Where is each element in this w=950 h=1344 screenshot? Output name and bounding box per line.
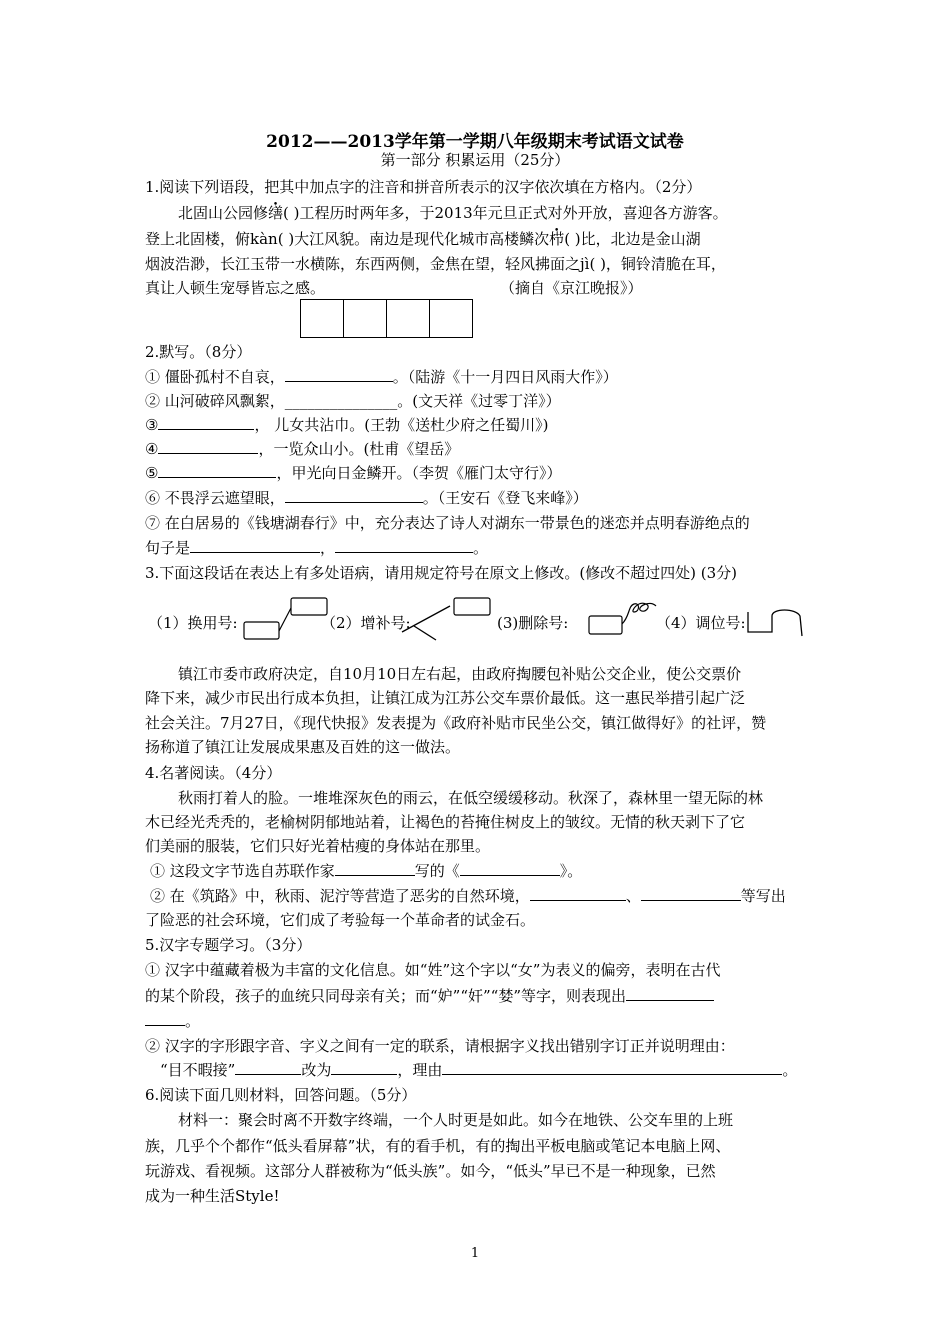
answer-boxes [301, 299, 473, 338]
q2-item-4-a: ④ [145, 440, 159, 458]
section-heading: 第一部分 积累运用（25分） [380, 151, 570, 169]
q3-paragraph-line: 镇江市委市政府决定，自10月10日左右起，由政府掏腰包补贴公交企业，使公交票价 [178, 665, 742, 683]
q2-item-7-d: 。 [473, 539, 489, 557]
q1-line-4: 真让人顿生宠辱皆忘之感。 [145, 279, 326, 297]
q2-item-3-b: ， 儿女共沾巾。(王勃《送杜少府之任蜀川》) [254, 416, 549, 434]
q6-paragraph-line: 族，几乎个个都作“低头看屏幕”状，有的看手机，有的掏出平板电脑或笔记本电脑上网、 [145, 1137, 731, 1155]
q4-sub-2-b: 、 [625, 887, 641, 905]
q6-paragraph-line: 成为一种生活Style! [145, 1187, 280, 1205]
q4-sub-1-a: ① 这段文字节选自苏联作家 [150, 862, 335, 880]
answer-blank[interactable] [158, 439, 258, 454]
replace-symbol-icon [243, 596, 333, 642]
q2-item-2: ② 山河破碎风飘絮，_______________。(文天祥《过零丁洋》） [145, 392, 561, 410]
insert-symbol-icon [400, 596, 495, 642]
answer-blank[interactable] [331, 1060, 397, 1075]
answer-blank[interactable] [442, 1060, 782, 1075]
q2-item-1-a: ① 僵卧孤村不自哀， [145, 368, 285, 386]
answer-blank[interactable] [285, 488, 423, 503]
q5-line [145, 1011, 200, 1031]
q4-stem: 4.名著阅读。（4分） [145, 764, 282, 782]
q3-paragraph-line: 扬称道了镇江让发展成果惠及百姓的这一做法。 [145, 738, 461, 756]
answer-box[interactable] [300, 299, 344, 338]
q4-paragraph-line: 木已经光秃秃的，老榆树阴郁地站着，让褐色的苔掩住树皮上的皱纹。无情的秋天剥下了它 [145, 813, 746, 831]
q2-item-7: ⑦ 在白居易的《钱塘湖春行》中，充分表达了诗人对湖东一带景色的迷恋并点明春游绝点的 [145, 514, 750, 532]
q2-item-6 [145, 488, 588, 508]
dotted-char: 栉 [549, 230, 565, 248]
q1-line-2 [145, 229, 701, 249]
exam-title: 2012——2013学年第一学期八年级期末考试语文试卷 [266, 132, 684, 152]
answer-blank[interactable] [335, 538, 473, 553]
dotted-char: 缮 [268, 204, 284, 222]
transpose-symbol-icon [746, 606, 806, 640]
q5-line-end: 。 [185, 1012, 201, 1030]
answer-blank[interactable] [626, 986, 714, 1001]
q2-item-7-b: 句子是 [145, 539, 191, 557]
q2-item-4-b: ，一览众山小。(杜甫《望岳》 [258, 440, 460, 458]
q4-sub-1-b: 写的《 [414, 862, 460, 880]
symbol-label-delete: (3)删除号: [497, 614, 569, 632]
q4-sub-2-c: 等写出 [740, 887, 786, 905]
q4-sub-2-line-2: 了险恶的社会环境，它们成了考验每一个革命者的试金石。 [145, 911, 536, 929]
answer-box[interactable] [343, 299, 387, 338]
answer-blank[interactable] [530, 886, 626, 901]
q2-item-3 [145, 415, 548, 435]
q5-line [145, 986, 714, 1006]
q2-item-1-b: 。（陆游《十一月四日风雨大作》） [392, 368, 618, 386]
q5-line-a: 的某个阶段，孩子的血统只同母亲有关；而“妒”“奸”“婪”等字，则表现出 [145, 987, 627, 1005]
q5-line-5-a: “目不暇接” [160, 1061, 236, 1079]
answer-box[interactable] [386, 299, 430, 338]
q3-paragraph-line: 社会关注。7月27日，《现代快报》发表提为《政府补贴市民坐公交，镇江做得好》的社评，赞 [145, 714, 767, 732]
q5-line-5-c: ，理由 [397, 1061, 443, 1079]
answer-blank[interactable] [335, 861, 415, 876]
q5-stem: 5.汉字专题学习。（3分） [145, 936, 312, 954]
q2-item-6-b: 。（王安石《登飞来峰》） [422, 489, 588, 507]
q1-stem: 1.阅读下列语段，把其中加点字的注音和拼音所表示的汉字依次填在方格内。（2分） [145, 178, 702, 196]
q2-item-5 [145, 463, 561, 483]
q1-line-2-a: 登上北固楼，俯kàn( )大江风貌。南边是现代化城市高楼鳞次 [145, 230, 550, 248]
q5-line [160, 1060, 797, 1080]
q1-line-2-b: ( )比，北边是金山湖 [564, 230, 701, 248]
q5-line: ① 汉字中蕴藏着极为丰富的文化信息。如“姓”这个字以“女”为表义的偏旁，表明在古代 [145, 961, 721, 979]
answer-blank[interactable] [235, 1060, 301, 1075]
q2-item-5-a: ⑤ [145, 464, 159, 482]
q2-item-1 [145, 367, 618, 387]
q4-sub-2-a: ② 在《筑路》中，秋雨、泥泞等营造了恶劣的自然环境， [150, 887, 530, 905]
q2-stem: 2.默写。（8分） [145, 343, 252, 361]
q4-sub-2 [150, 886, 786, 906]
q1-line-1-a: 北固山公园修 [178, 204, 269, 222]
q6-paragraph-line: 玩游戏、看视频。这部分人群被称为“低头族”。如今，“低头”早已不是一种现象，已然 [145, 1162, 716, 1180]
q1-line-3: 烟波浩渺，长江玉带一水横陈，东西两侧，金焦在望，轻风拂面之jì( )，铜铃清脆在耳， [145, 255, 726, 273]
q4-sub-1-c: 》。 [559, 862, 583, 880]
symbol-label-replace: （1）换用号: [148, 614, 238, 632]
q6-stem: 6.阅读下面几则材料，回答问题。（5分） [145, 1086, 417, 1104]
answer-blank[interactable] [158, 415, 254, 430]
q5-line-5-d: 。 [782, 1061, 798, 1079]
q4-paragraph-line: 们美丽的服装，它们只好光着枯瘦的身体站在那里。 [145, 837, 491, 855]
answer-box[interactable] [429, 299, 473, 338]
q5-line: ② 汉字的字形跟字音、字义之间有一定的联系，请根据字义找出错别字订正并说明理由： [145, 1037, 735, 1055]
q2-item-5-b: ，甲光向日金鳞开。（李贺《雁门太守行》） [276, 464, 562, 482]
answer-blank[interactable] [641, 886, 741, 901]
answer-blank[interactable] [145, 1011, 185, 1026]
q4-paragraph-line: 秋雨打着人的脸。一堆堆深灰色的雨云，在低空缓缓移动。秋深了，森林里一望无际的林 [178, 789, 764, 807]
q1-source: （摘自《京江晚报》） [500, 279, 643, 297]
q1-line-1-b: ( )工程历时两年多，于2013年元旦正式对外开放，喜迎各方游客。 [283, 204, 728, 222]
symbol-label-transpose: （4）调位号: [656, 614, 746, 632]
answer-blank[interactable] [285, 367, 393, 382]
q5-line-5-b: 改为 [301, 1061, 332, 1079]
q2-item-4 [145, 439, 459, 459]
answer-blank[interactable] [190, 538, 320, 553]
q6-paragraph-line: 材料一：聚会时离不开数字终端，一个人时更是如此。如今在地铁、公交车里的上班 [178, 1111, 734, 1129]
q3-paragraph-line: 降下来，减少市民出行成本负担，让镇江成为江苏公交车票价最低。这一惠民举措引起广泛 [145, 689, 746, 707]
page-number: 1 [470, 1246, 480, 1261]
q2-item-3-a: ③ [145, 416, 159, 434]
symbol-label-insert: （2）增补号: [321, 614, 411, 632]
q2-item-7-line-2 [145, 538, 488, 558]
q1-line-1 [178, 203, 728, 223]
q2-item-6-a: ⑥ 不畏浮云遮望眼， [145, 489, 285, 507]
q2-item-7-c: ， [320, 539, 336, 557]
answer-blank[interactable] [460, 861, 560, 876]
answer-blank[interactable] [158, 463, 276, 478]
q4-sub-1 [150, 861, 582, 881]
q3-stem: 3.下面这段话在表达上有多处语病，请用规定符号在原文上修改。(修改不超过四处) (3分) [145, 564, 738, 582]
